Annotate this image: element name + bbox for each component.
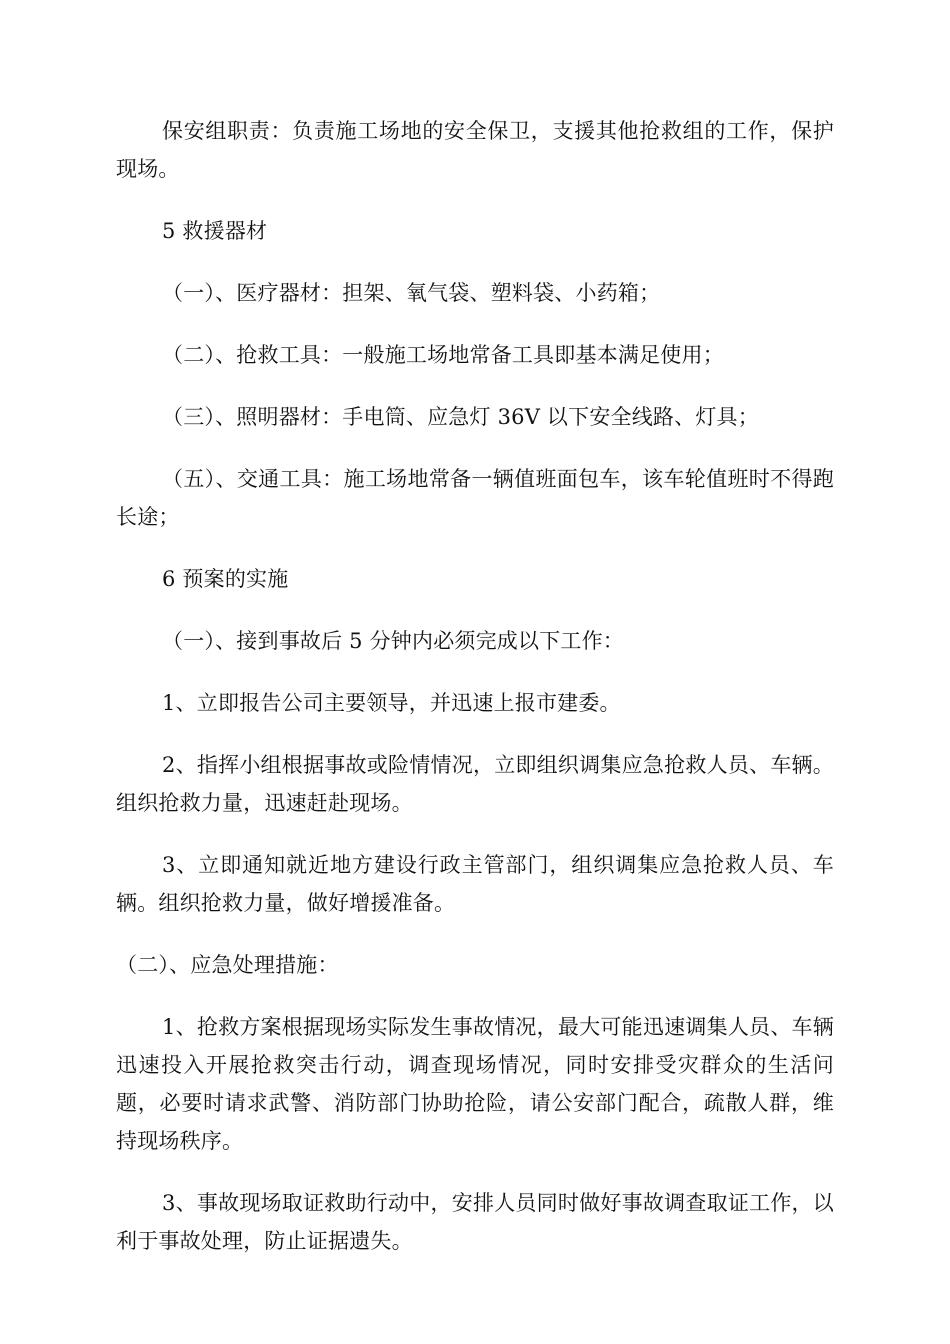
paragraph-rescue-plan: 1、抢救方案根据现场实际发生事故情况，最大可能迅速调集人员、车辆迅速投入开展抢救突击行动，调查现场情况，同时安排受灾群众的生活问题，必要时请求武警、消防部门协助抢险，请公安部门配合，疏散人群，维持现场秩序。 [116,1015,834,1153]
paragraph-evidence-collection: 3、事故现场取证救助行动中，安排人员同时做好事故调查取证工作，以利于事故处理，防止证据遗失。 [116,1191,834,1253]
paragraph-medical-equipment: （一）、医疗器材：担架、氧气袋、塑料袋、小药箱； [162,281,661,305]
heading-emergency-measures: （二）、应急处理措施： [116,953,339,977]
heading-plan-implementation: 6 预案的实施 [162,567,289,591]
paragraph-rescue-tools: （二）、抢救工具：一般施工场地常备工具即基本满足使用； [162,343,724,367]
paragraph-report-leaders: 1、立即报告公司主要领导，并迅速上报市建委。 [162,691,621,715]
paragraph-security-duty: 保安组职责：负责施工场地的安全保卫，支援其他抢救组的工作，保护现场。 [116,119,834,181]
paragraph-within-five-minutes: （一）、接到事故后 5 分钟内必须完成以下工作： [162,629,625,653]
paragraph-notify-authorities: 3、立即通知就近地方建设行政主管部门，组织调集应急抢救人员、车辆。组织抢救力量，做好增援准备。 [116,853,834,915]
paragraph-lighting-equipment: （三）、照明器材：手电筒、应急灯 36V 以下安全线路、灯具； [162,405,759,429]
heading-rescue-equipment: 5 救援器材 [162,219,268,243]
paragraph-transport-tools: （五）、交通工具：施工场地常备一辆值班面包车，该车轮值班时不得跑长途； [116,467,834,529]
paragraph-command-team: 2、指挥小组根据事故或险情情况，立即组织调集应急抢救人员、车辆。组织抢救力量，迅速赶赴现场。 [116,753,834,815]
document-body [116,112,834,1284]
